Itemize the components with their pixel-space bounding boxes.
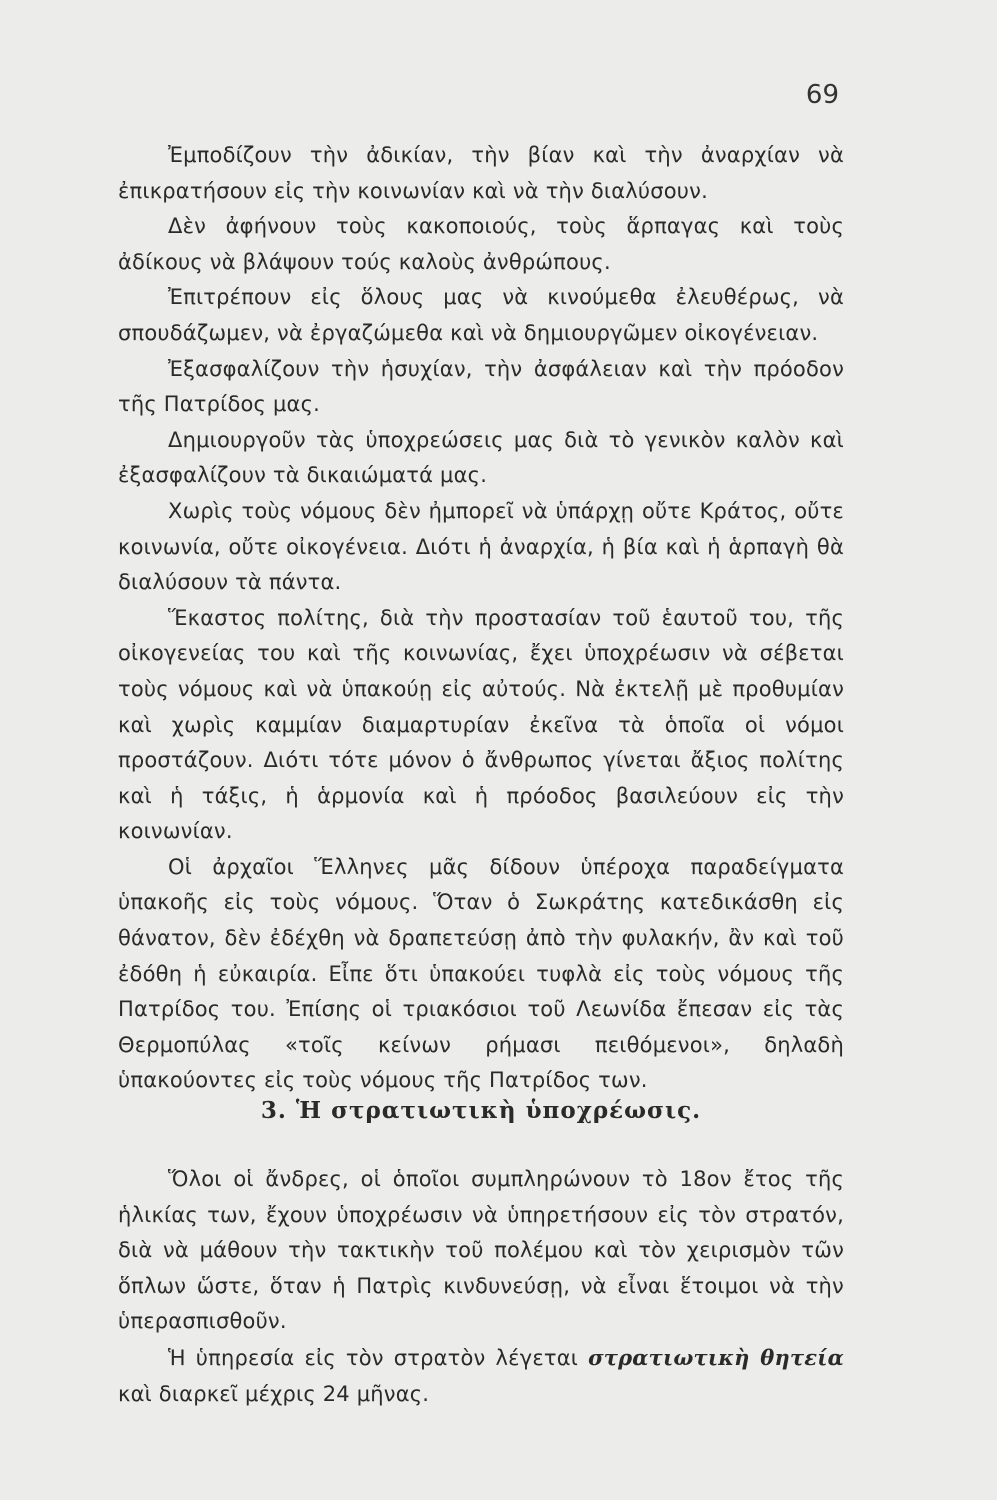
paragraph: Δὲν ἀφήνουν τοὺς κακοποιούς, τοὺς ἅρπαγας καὶ τοὺς ἀδίκους νὰ βλάψουν τούς καλοὺς ἀνθρώπους. <box>118 214 844 274</box>
body-text <box>118 138 844 1099</box>
section-paragraph-term <box>118 1340 844 1412</box>
paragraph: Ἕκαστος πολίτης, διὰ τὴν προστασίαν τοῦ ἑαυτοῦ του, τῆς οἰκογενείας του καὶ τῆς κοινωνίας, ἔχει ὑποχρέωσιν νὰ σέβεται τοὺς νόμους καὶ νὰ ὑπακούῃ εἰς αὐτούς. Νὰ ἐκτελῇ μὲ προθυμίαν καὶ χωρὶς καμμίαν διαμαρτυρίαν ἐκεῖνα τὰ ὁποῖα οἱ νόμοι προστάζουν. Διότι τότε μόνον ὁ ἄνθρωπος γίνεται ἄξιος πολίτης καὶ ἡ τάξις, ἡ ἁρμονία καὶ ἡ πρόοδος βασιλεύουν εἰς τὴν κοινωνίαν. <box>118 605 844 844</box>
paragraph: Δημιουργοῦν τὰς ὑποχρεώσεις μας διὰ τὸ γενικὸν καλὸν καὶ ἐξασφαλίζουν τὰ δικαιώματά μας. <box>118 427 844 488</box>
paragraph: Χωρὶς τοὺς νόμους δὲν ἠμπορεῖ νὰ ὑπάρχῃ οὔτε Κράτος, οὔτε κοινωνία, οὔτε οἰκογένεια. Διότι ἡ ἀναρχία, ἡ βία καὶ ἡ ἁρπαγὴ θὰ διαλύσουν τὰ πάντα. <box>118 498 844 595</box>
section-paragraph: Ὅλοι οἱ ἄνδρες, οἱ ὁποῖοι συμπληρώνουν τὸ 18ον ἔτος τῆς ἡλικίας των, ἔχουν ὑποχρέωσιν νὰ ὑπηρετήσουν εἰς τὸν στρατόν, διὰ νὰ μάθουν τὴν τακτικὴν τοῦ πολέμου καὶ τὸν χειρισμὸν τῶν ὅπλων ὥστε, ὅταν ἡ Πατρὶς κινδυνεύσῃ, νὰ εἶναι ἕτοιμοι νὰ τὴν ὑπερασπισθοῦν. <box>118 1167 844 1334</box>
term-highlight: στρατιωτικὴ θητεία <box>588 1344 844 1370</box>
paragraph: Ἐξασφαλίζουν τὴν ἡσυχίαν, τὴν ἀσφάλειαν καὶ τὴν πρόοδον τῆς Πατρίδος μας. <box>118 356 844 417</box>
paragraph: Ἐμποδίζουν τὴν ἀδικίαν, τὴν βίαν καὶ τὴν ἀναρχίαν νὰ ἐπικρατήσουν εἰς τὴν κοινωνίαν καὶ νὰ τὴν διαλύσουν. <box>118 143 844 203</box>
paragraph: Ἐπιτρέπουν εἰς ὅλους μας νὰ κινούμεθα ἐλευθέρως, νὰ σπουδάζωμεν, νὰ ἐργαζώμεθα καὶ νὰ δημιουργῶμεν οἰκογένειαν. <box>118 285 844 345</box>
paragraph: Οἱ ἀρχαῖοι Ἕλληνες μᾶς δίδουν ὑπέροχα παραδείγματα ὑπακοῆς εἰς τοὺς νόμους. Ὅταν ὁ Σωκράτης κατεδικάσθη εἰς θάνατον, δὲν ἐδέχθη νὰ δραπετεύσῃ ἀπὸ τὴν φυλακήν, ἂν καὶ τοῦ ἐδόθη ἡ εὐκαιρία. Εἶπε ὅτι ὑπακούει τυφλὰ εἰς τοὺς νόμους τῆς Πατρίδος του. Ἐπίσης οἱ τριακόσιοι τοῦ Λεωνίδα ἔπεσαν εἰς τὰς Θερμοπύλας «τοῖς κείνων ρήμασι πειθόμενοι», δηλαδὴ ὑπακούοντες εἰς τοὺς νόμους τῆς Πατρίδος των. <box>118 854 844 1093</box>
section-text <box>118 1162 844 1412</box>
section-heading: 3. Ἡ στρατιωτικὴ ὑποχρέωσις. <box>260 1097 702 1124</box>
term-lead-text: Ἡ ὑπηρεσία εἰς τὸν στρατὸν λέγεται <box>168 1345 589 1370</box>
page-number: 69 <box>805 80 839 110</box>
term-tail-text: καὶ διαρκεῖ μέχρις 24 μῆνας. <box>118 1381 430 1406</box>
